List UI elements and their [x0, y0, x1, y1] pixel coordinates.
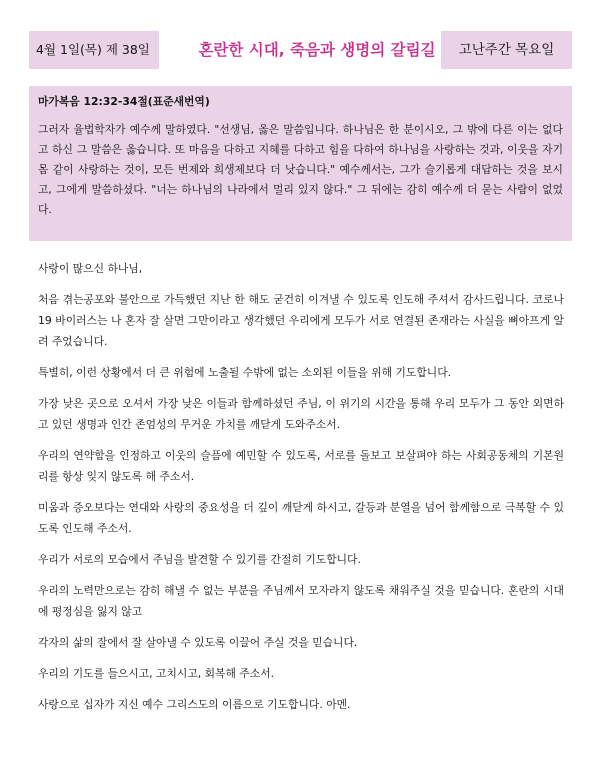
prayer-paragraph: 우리의 노력만으로는 감히 해낼 수 없는 부분을 주님께서 모자라지 않도록 채워주실 것을 믿습니다. 혼란의 시대에 평정심을 잃지 않고: [38, 584, 564, 618]
prayer-body: [38, 258, 564, 725]
prayer-paragraph: 특별히, 이런 상황에서 더 큰 위험에 노출될 수밖에 없는 소외된 이들을 위해 기도합니다.: [38, 366, 452, 379]
prayer-paragraph: 사랑이 많으신 하나님,: [38, 262, 143, 275]
prayer-paragraph: 처음 겪는공포와 불안으로 가득했던 지난 한 해도 굳건히 이겨낼 수 있도록 인도해 주셔서 감사드립니다. 코로나19 바이러스는 나 혼자 잘 살면 그만이라고 생각했던 우리에게 모두가 서로 연결된 존재라는 사실을 뼈아프게 알려 주었습니다.: [38, 293, 564, 348]
prayer-paragraph: 미움과 증오보다는 연대와 사랑의 중요성을 더 깊이 깨닫게 하시고, 갈등과 분열을 넘어 함께함으로 극복할 수 있도록 인도해 주소서.: [38, 501, 564, 535]
prayer-paragraph: 우리의 기도를 들으시고, 고치시고, 회복해 주소서.: [38, 667, 275, 680]
prayer-paragraph: 가장 낮은 곳으로 오셔서 가장 낮은 이들과 함께하셨던 주님, 이 위기의 시간을 통해 우리 모두가 그 동안 외면하고 있던 생명과 인간 존엄성의 무거운 가치를 깨닫게 도와주소서.: [38, 397, 564, 431]
scripture-reference: 마가복음 12:32-34절(표준새번역): [38, 95, 210, 108]
prayer-paragraph: 우리의 연약함을 인정하고 이웃의 슬픔에 예민할 수 있도록, 서로를 돌보고 보살펴야 하는 사회공동체의 기본원리를 항상 잊지 않도록 해 주소서.: [38, 449, 564, 483]
prayer-paragraph: 각자의 삶의 잘에서 잘 살아낼 수 있도록 이끌어 주실 것을 믿습니다.: [38, 636, 358, 649]
prayer-paragraph: 사랑으로 십자가 지신 예수 그리스도의 이름으로 기도합니다. 아멘.: [38, 698, 351, 711]
page-header: [29, 31, 572, 69]
date-label: 4월 1일(목) 제 38일: [29, 31, 159, 69]
prayer-paragraph: 우리가 서로의 모습에서 주님을 발견할 수 있기를 간절히 기도합니다.: [38, 553, 361, 566]
scripture-text: 그러자 율법학자가 예수께 말하였다. "선생님, 옳은 말씀입니다. 하나님은 한 분이시오, 그 밖에 다른 이는 없다고 하신 그 말씀은 옳습니다. 또 마음을 다하고 지혜를 다하고 힘을 다하여 하나님을 사랑하는 것과, 이웃을 자기 몸 같이 사랑하는 것이, 모든 번제와 희생제보다 더 낫습니다." 예수께서는, 그가 슬기롭게 대답하는 것을 보시고, 그에게 말씀하셨다. "너는 하나님의 나라에서 멀리 있지 않다." 그 뒤에는 감히 예수께 더 묻는 사람이 없었다.: [38, 123, 563, 216]
scripture-box: [29, 86, 572, 241]
page-title: 혼란한 시대, 죽음과 생명의 갈림길: [198, 41, 436, 59]
week-label: 고난주간 목요일: [441, 31, 572, 69]
